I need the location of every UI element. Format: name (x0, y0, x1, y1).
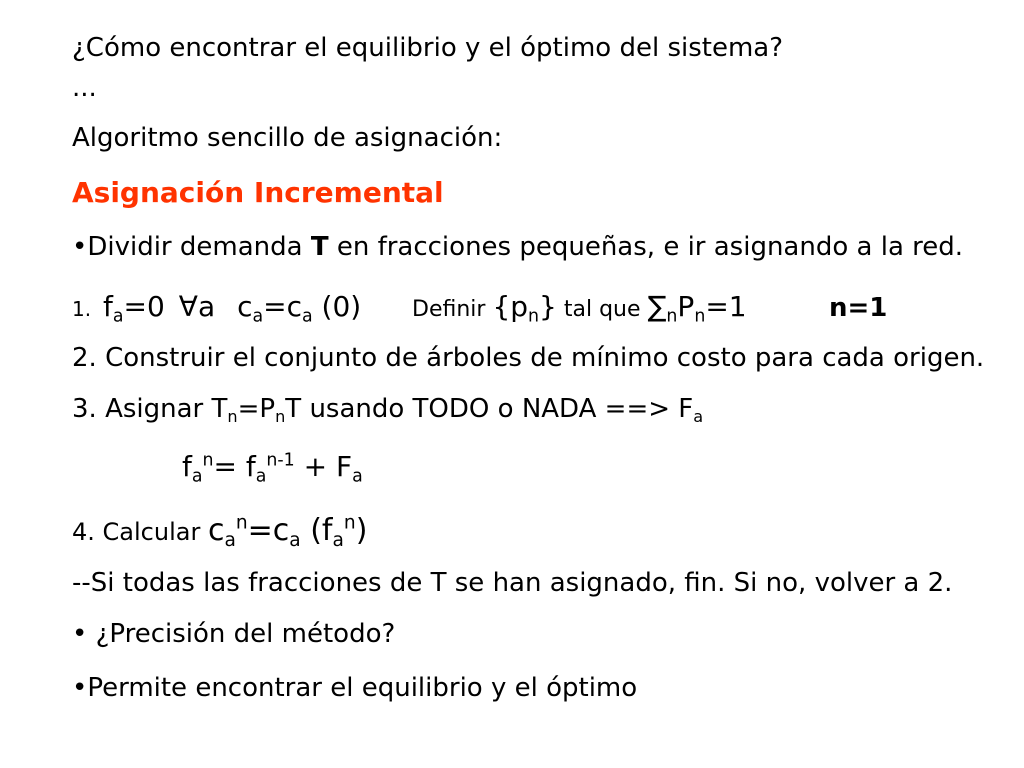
iteration-counter: n=1 (829, 293, 888, 323)
update-equals: = f (213, 450, 256, 483)
step-3-equals: =P (237, 394, 276, 424)
step-2-line: 2. Construir el conjunto de árboles de mínimo costo para cada origen. (72, 343, 985, 373)
aux-flow-subscript: a (693, 407, 704, 427)
algorithm-intro-line: Algoritmo sencillo de asignación: (72, 123, 503, 153)
step-4-cost-subscript: a (224, 529, 236, 551)
divide-demand-bullet (72, 231, 963, 263)
step-1-line (72, 289, 887, 328)
fraction-p-subscript: n (275, 407, 286, 427)
ellipsis-line: ... (72, 73, 97, 103)
divide-text-after: en fracciones pequeñas, e ir asignando a la red. (328, 232, 964, 262)
divide-text-before: •Dividir demanda (72, 232, 311, 262)
step-3-text-after: T usando TODO o NADA ==> F (285, 394, 694, 424)
step-4-argument-superscript: n (343, 512, 356, 534)
fraction-set-open: {p (492, 290, 529, 323)
step-1-number: 1. (72, 297, 92, 321)
define-fractions-formula (412, 289, 829, 328)
step-4-formula (207, 512, 368, 551)
flow-symbol: f (103, 290, 113, 323)
cost-argument: (0) (312, 290, 362, 323)
cost-subscript: a (252, 306, 264, 327)
fraction-subscript: n (694, 306, 706, 327)
sum-equals-one: =1 (705, 290, 747, 323)
sum-symbol: ∑ (647, 290, 667, 323)
step-4-equals: =c (247, 513, 290, 548)
forall-symbol: ∀ (178, 290, 198, 323)
step-4-argument-subscript: a (332, 529, 344, 551)
slide-title: Asignación Incremental (72, 176, 444, 209)
forall-variable: a (197, 290, 216, 323)
step-4-argument-open: (f (300, 513, 333, 548)
update-flow-superscript: n (202, 450, 214, 471)
update-flow-symbol: f (182, 450, 192, 483)
demand-symbol: T (310, 232, 329, 262)
cost-symbol: c (237, 290, 253, 323)
step-4-cost-superscript: n (235, 512, 248, 534)
update-plus-term: + F (294, 450, 353, 483)
step-3-text-before: 3. Asignar T (72, 394, 228, 424)
demand-fraction-subscript: n (227, 407, 238, 427)
question-line: ¿Cómo encontrar el equilibrio y el óptimo del sistema? (72, 33, 784, 63)
flow-update-formula (182, 449, 363, 485)
sum-subscript: n (666, 306, 678, 327)
initial-values-formula (103, 289, 412, 325)
previous-flow-superscript: n-1 (266, 450, 295, 471)
step-4-argument-close: ) (355, 513, 368, 548)
cost-function-subscript: a (302, 306, 313, 327)
flow-subscript: a (112, 306, 124, 327)
precision-question-bullet: • ¿Precisión del método? (72, 619, 396, 649)
step-3-line (72, 393, 703, 425)
step-4-cost-symbol: c (207, 513, 225, 548)
update-flow-subscript: a (191, 466, 203, 487)
such-that-label: tal que (556, 297, 648, 322)
fraction-symbol: P (677, 290, 695, 323)
step-4-line (72, 512, 367, 551)
previous-flow-subscript: a (255, 466, 267, 487)
step-4-label: 4. Calcular (72, 518, 208, 546)
fraction-set-close: } (539, 290, 557, 323)
conclusion-bullet: •Permite encontrar el equilibrio y el óptimo (72, 673, 638, 703)
update-aux-flow-subscript: a (352, 466, 363, 487)
fraction-set-subscript: n (528, 306, 540, 327)
cost-equals: =c (263, 290, 303, 323)
step-4-function-subscript: a (289, 529, 301, 551)
define-label: Definir (412, 297, 493, 322)
flow-initial-value: =0 (123, 290, 165, 323)
stop-rule-line: --Si todas las fracciones de T se han asignado, fin. Si no, volver a 2. (72, 568, 953, 598)
